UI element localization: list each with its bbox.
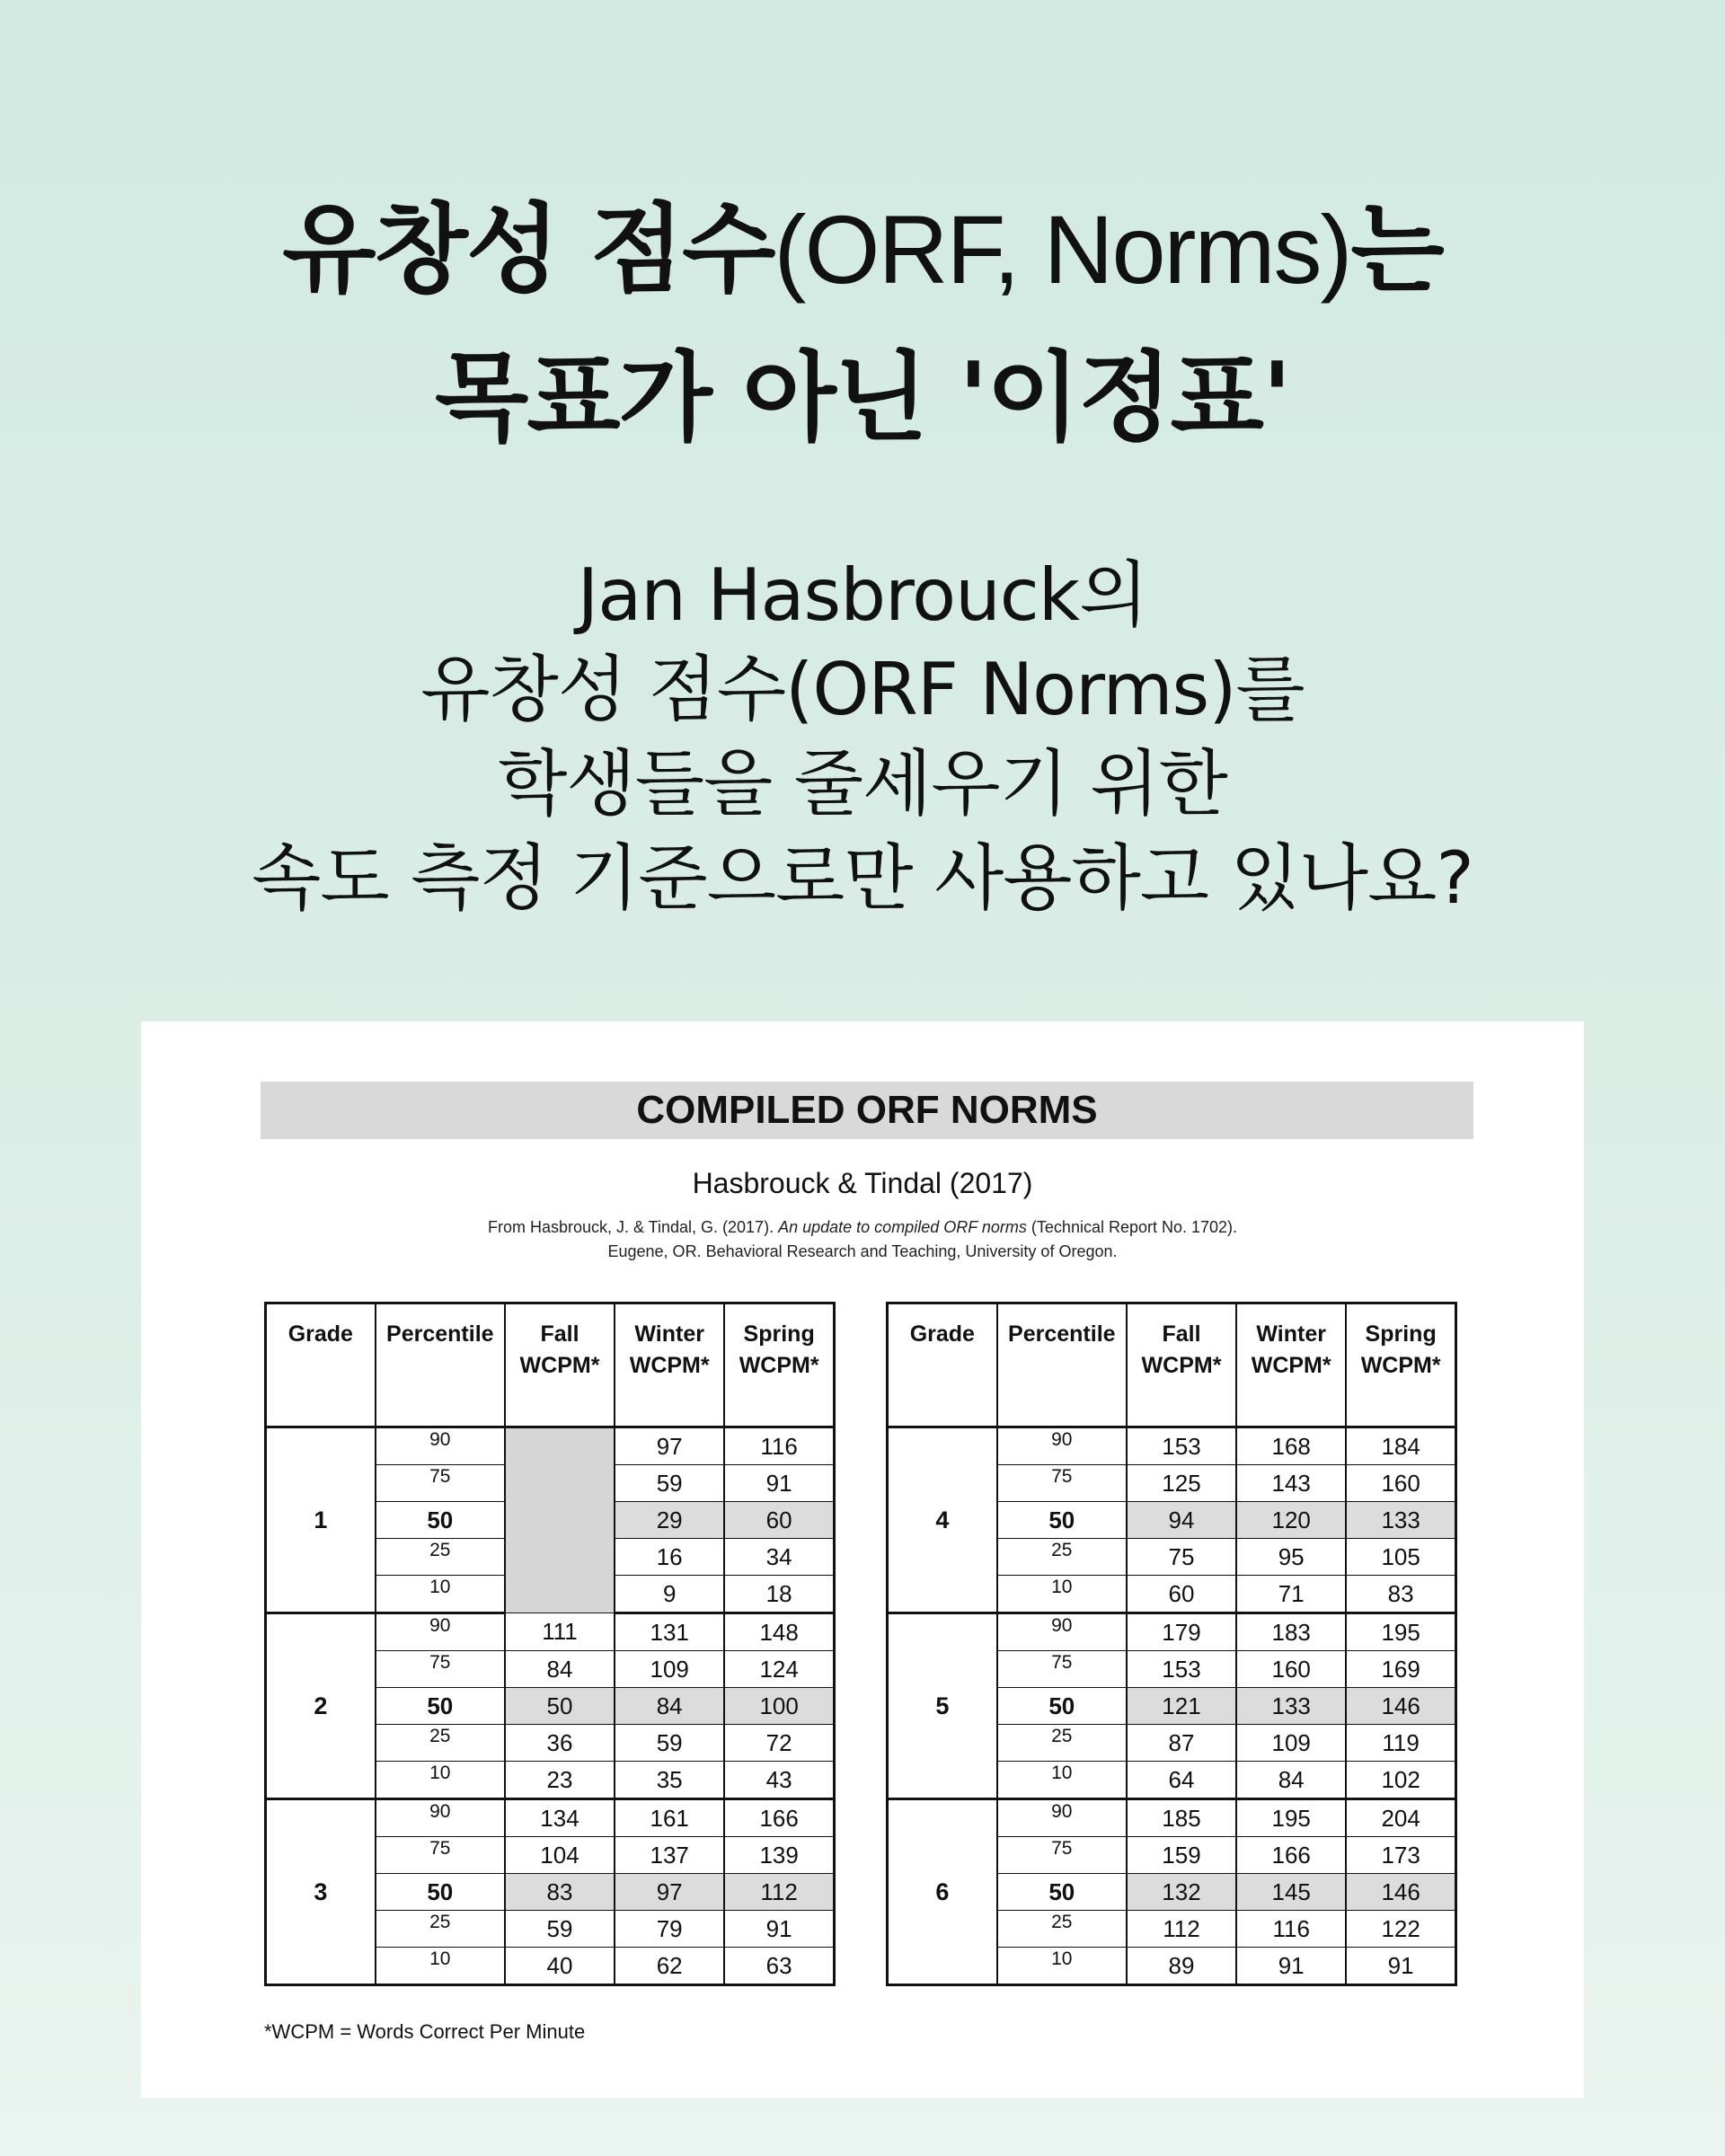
percentile-cell: 90	[376, 1799, 505, 1837]
table-header-row	[888, 1303, 1456, 1427]
spring-wcpm-cell: 160	[1346, 1465, 1455, 1502]
header-spring	[724, 1303, 834, 1427]
fall-wcpm-cell: 50	[505, 1688, 615, 1725]
percentile-cell: 25	[376, 1911, 505, 1948]
citation	[141, 1215, 1584, 1264]
winter-wcpm-cell: 133	[1236, 1688, 1346, 1725]
fall-wcpm-cell: 153	[1127, 1427, 1236, 1465]
fall-wcpm-cell: 40	[505, 1948, 615, 1985]
percentile-cell: 10	[997, 1948, 1127, 1985]
fall-wcpm-cell: 159	[1127, 1837, 1236, 1874]
header-spring-line2: WCPM*	[1360, 1353, 1441, 1378]
percentile-cell: 10	[997, 1576, 1127, 1613]
winter-wcpm-cell: 120	[1236, 1502, 1346, 1539]
header-fall	[505, 1303, 615, 1427]
norms-table-grades-1-3	[264, 1302, 836, 1986]
spring-wcpm-cell: 34	[724, 1539, 834, 1576]
fall-wcpm-cell: 75	[1127, 1539, 1236, 1576]
percentile-cell: 50	[997, 1502, 1127, 1539]
spring-wcpm-cell: 112	[724, 1874, 834, 1911]
source-title: Hasbrouck & Tindal (2017)	[692, 1167, 1033, 1199]
spring-wcpm-cell: 139	[724, 1837, 834, 1874]
percentile-cell: 75	[997, 1651, 1127, 1688]
fall-wcpm-cell: 125	[1127, 1465, 1236, 1502]
spring-wcpm-cell: 148	[724, 1613, 834, 1651]
header-winter-line1: Winter	[634, 1321, 704, 1347]
table-row	[888, 1613, 1456, 1651]
fall-wcpm-cell: 59	[505, 1911, 615, 1948]
header-spring-line2: WCPM*	[739, 1353, 819, 1378]
winter-wcpm-cell: 62	[615, 1948, 724, 1985]
spring-wcpm-cell: 91	[724, 1911, 834, 1948]
no-data-cell	[505, 1427, 615, 1613]
winter-wcpm-cell: 84	[615, 1688, 724, 1725]
winter-wcpm-cell: 84	[1236, 1762, 1346, 1799]
spring-wcpm-cell: 102	[1346, 1762, 1455, 1799]
grade-cell: 4	[888, 1427, 997, 1613]
percentile-cell: 25	[997, 1911, 1127, 1948]
spring-wcpm-cell: 146	[1346, 1874, 1455, 1911]
spring-wcpm-cell: 105	[1346, 1539, 1455, 1576]
winter-wcpm-cell: 29	[615, 1502, 724, 1539]
winter-wcpm-cell: 109	[615, 1651, 724, 1688]
percentile-cell: 50	[997, 1688, 1127, 1725]
table-header-row	[266, 1303, 835, 1427]
table-row	[266, 1427, 835, 1465]
winter-wcpm-cell: 131	[615, 1613, 724, 1651]
header-winter-line2: WCPM*	[629, 1353, 710, 1378]
citation-line-1	[141, 1215, 1584, 1240]
header-winter	[1236, 1303, 1346, 1427]
winter-wcpm-cell: 59	[615, 1725, 724, 1762]
percentile-cell: 10	[376, 1576, 505, 1613]
headline	[0, 175, 1725, 473]
fall-wcpm-cell: 60	[1127, 1576, 1236, 1613]
subtext-line-1: Jan Hasbrouck의	[577, 553, 1148, 637]
fall-wcpm-cell: 84	[505, 1651, 615, 1688]
header-percentile: Percentile	[376, 1303, 505, 1427]
fall-wcpm-cell: 134	[505, 1799, 615, 1837]
subtext-line-3: 학생들을 줄세우기 위한	[498, 742, 1227, 826]
spring-wcpm-cell: 72	[724, 1725, 834, 1762]
winter-wcpm-cell: 9	[615, 1576, 724, 1613]
percentile-cell: 50	[376, 1502, 505, 1539]
fall-wcpm-cell: 112	[1127, 1911, 1236, 1948]
spring-wcpm-cell: 173	[1346, 1837, 1455, 1874]
fall-wcpm-cell: 23	[505, 1762, 615, 1799]
spring-wcpm-cell: 133	[1346, 1502, 1455, 1539]
winter-wcpm-cell: 195	[1236, 1799, 1346, 1837]
headline-paren-text: (ORF, Norms)	[774, 195, 1351, 304]
percentile-cell: 50	[376, 1688, 505, 1725]
percentile-cell: 25	[376, 1539, 505, 1576]
citation-suffix: (Technical Report No. 1702).	[1031, 1218, 1238, 1236]
winter-wcpm-cell: 168	[1236, 1427, 1346, 1465]
percentile-cell: 10	[376, 1948, 505, 1985]
winter-wcpm-cell: 35	[615, 1762, 724, 1799]
header-winter-line2: WCPM*	[1251, 1353, 1331, 1378]
winter-wcpm-cell: 137	[615, 1837, 724, 1874]
spring-wcpm-cell: 91	[724, 1465, 834, 1502]
grade-cell: 6	[888, 1799, 997, 1985]
spring-wcpm-cell: 116	[724, 1427, 834, 1465]
orf-norms-document	[141, 1021, 1584, 2098]
winter-wcpm-cell: 145	[1236, 1874, 1346, 1911]
spring-wcpm-cell: 204	[1346, 1799, 1455, 1837]
fall-wcpm-cell: 87	[1127, 1725, 1236, 1762]
spring-wcpm-cell: 195	[1346, 1613, 1455, 1651]
fall-wcpm-cell: 94	[1127, 1502, 1236, 1539]
header-winter-line1: Winter	[1256, 1321, 1326, 1347]
headline-bold-text: 유창성 점수	[282, 194, 774, 306]
fall-wcpm-cell: 104	[505, 1837, 615, 1874]
spring-wcpm-cell: 146	[1346, 1688, 1455, 1725]
winter-wcpm-cell: 183	[1236, 1613, 1346, 1651]
headline-suffix-text: 는	[1350, 194, 1443, 306]
percentile-cell: 25	[376, 1725, 505, 1762]
winter-wcpm-cell: 143	[1236, 1465, 1346, 1502]
spring-wcpm-cell: 169	[1346, 1651, 1455, 1688]
header-grade: Grade	[888, 1303, 997, 1427]
fall-wcpm-cell: 121	[1127, 1688, 1236, 1725]
header-spring	[1346, 1303, 1455, 1427]
winter-wcpm-cell: 79	[615, 1911, 724, 1948]
fall-wcpm-cell: 132	[1127, 1874, 1236, 1911]
spring-wcpm-cell: 166	[724, 1799, 834, 1837]
header-fall-line1: Fall	[1162, 1321, 1201, 1347]
winter-wcpm-cell: 59	[615, 1465, 724, 1502]
percentile-cell: 75	[376, 1465, 505, 1502]
header-winter	[615, 1303, 724, 1427]
table-row	[266, 1799, 835, 1837]
percentile-cell: 10	[997, 1762, 1127, 1799]
fall-wcpm-cell: 179	[1127, 1613, 1236, 1651]
spring-wcpm-cell: 83	[1346, 1576, 1455, 1613]
fall-wcpm-cell: 89	[1127, 1948, 1236, 1985]
spring-wcpm-cell: 91	[1346, 1948, 1455, 1985]
percentile-cell: 75	[997, 1837, 1127, 1874]
header-fall-line1: Fall	[540, 1321, 579, 1347]
headline-line-1	[0, 175, 1725, 324]
winter-wcpm-cell: 160	[1236, 1651, 1346, 1688]
spring-wcpm-cell: 43	[724, 1762, 834, 1799]
percentile-cell: 10	[376, 1762, 505, 1799]
grade-cell: 2	[266, 1613, 376, 1799]
percentile-cell: 50	[997, 1874, 1127, 1911]
winter-wcpm-cell: 109	[1236, 1725, 1346, 1762]
percentile-cell: 90	[997, 1613, 1127, 1651]
subtext-line-4: 속도 측정 기준으로만 사용하고 있나요?	[252, 836, 1473, 920]
document-banner: COMPILED ORF NORMS	[261, 1082, 1473, 1139]
header-grade: Grade	[266, 1303, 376, 1427]
spring-wcpm-cell: 119	[1346, 1725, 1455, 1762]
percentile-cell: 25	[997, 1539, 1127, 1576]
spring-wcpm-cell: 60	[724, 1502, 834, 1539]
citation-title: An update to compiled ORF norms	[778, 1218, 1027, 1236]
citation-line-2: Eugene, OR. Behavioral Research and Teaching, University of Oregon.	[607, 1242, 1118, 1260]
percentile-cell: 90	[376, 1613, 505, 1651]
winter-wcpm-cell: 71	[1236, 1576, 1346, 1613]
norms-table-grades-4-6	[886, 1302, 1457, 1986]
percentile-cell: 75	[997, 1465, 1127, 1502]
header-percentile: Percentile	[997, 1303, 1127, 1427]
winter-wcpm-cell: 97	[615, 1874, 724, 1911]
percentile-cell: 90	[376, 1427, 505, 1465]
table-row	[266, 1613, 835, 1651]
percentile-cell: 25	[997, 1725, 1127, 1762]
percentile-cell: 50	[376, 1874, 505, 1911]
spring-wcpm-cell: 184	[1346, 1427, 1455, 1465]
fall-wcpm-cell: 64	[1127, 1762, 1236, 1799]
grade-cell: 5	[888, 1613, 997, 1799]
fall-wcpm-cell: 111	[505, 1613, 615, 1651]
header-fall	[1127, 1303, 1236, 1427]
fall-wcpm-cell: 185	[1127, 1799, 1236, 1837]
citation-prefix: From Hasbrouck, J. & Tindal, G. (2017).	[487, 1218, 774, 1236]
header-fall-line2: WCPM*	[1141, 1353, 1222, 1378]
winter-wcpm-cell: 97	[615, 1427, 724, 1465]
winter-wcpm-cell: 166	[1236, 1837, 1346, 1874]
percentile-cell: 90	[997, 1427, 1127, 1465]
winter-wcpm-cell: 95	[1236, 1539, 1346, 1576]
header-fall-line2: WCPM*	[519, 1353, 600, 1378]
fall-wcpm-cell: 153	[1127, 1651, 1236, 1688]
header-spring-line1: Spring	[743, 1321, 815, 1347]
winter-wcpm-cell: 16	[615, 1539, 724, 1576]
header-spring-line1: Spring	[1365, 1321, 1437, 1347]
winter-wcpm-cell: 91	[1236, 1948, 1346, 1985]
percentile-cell: 90	[997, 1799, 1127, 1837]
spring-wcpm-cell: 18	[724, 1576, 834, 1613]
fall-wcpm-cell: 36	[505, 1725, 615, 1762]
subtext-line-2: 유창성 점수(ORF Norms)를	[420, 648, 1305, 731]
spring-wcpm-cell: 100	[724, 1688, 834, 1725]
spring-wcpm-cell: 122	[1346, 1911, 1455, 1948]
winter-wcpm-cell: 116	[1236, 1911, 1346, 1948]
spring-wcpm-cell: 63	[724, 1948, 834, 1985]
footnote: *WCPM = Words Correct Per Minute	[264, 2020, 586, 2043]
winter-wcpm-cell: 161	[615, 1799, 724, 1837]
grade-cell: 3	[266, 1799, 376, 1985]
percentile-cell: 75	[376, 1837, 505, 1874]
table-row	[888, 1799, 1456, 1837]
fall-wcpm-cell: 83	[505, 1874, 615, 1911]
grade-cell: 1	[266, 1427, 376, 1613]
table-row	[888, 1427, 1456, 1465]
subtext	[0, 548, 1725, 925]
spring-wcpm-cell: 124	[724, 1651, 834, 1688]
headline-line-2: 목표가 아닌 '이정표'	[435, 342, 1290, 455]
percentile-cell: 75	[376, 1651, 505, 1688]
